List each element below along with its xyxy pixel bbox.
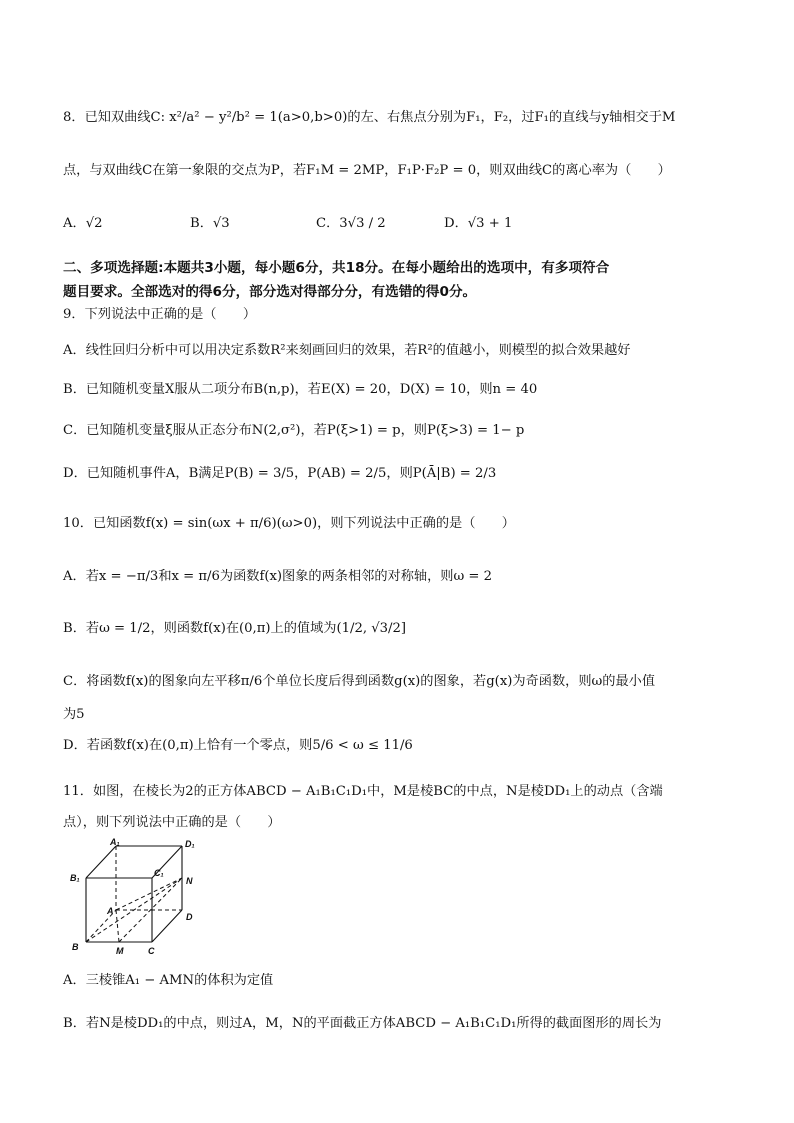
q11-stem-line1: 11．如图，在棱长为2的正方体ABCD − A₁B₁C₁D₁中，M是棱BC的中点，N是棱DD₁上的动点（含端 <box>63 784 663 799</box>
section2-heading-line2: 题目要求。全部选对的得6分，部分选对得部分分，有选错的得0分。 <box>63 284 477 300</box>
q8-option-d: D．√3 + 1 <box>444 216 513 231</box>
q10-stem: 10．已知函数f(x) = sin(ωx + π/6)(ω>0)，则下列说法中正确的是（ ） <box>63 516 515 531</box>
q11-option-b: B．若N是棱DD₁的中点，则过A，M，N的平面截正方体ABCD − A₁B₁C₁D₁所得的截面图形的周长为 <box>63 1016 662 1031</box>
q10-option-b: B．若ω = 1/2，则函数f(x)在(0,π)上的值域为(1/2, √3/2] <box>63 621 407 636</box>
q10-option-c-line1: C．将函数f(x)的图象向左平移π/6个单位长度后得到函数g(x)的图象，若g(x)为奇函数，则ω的最小值 <box>63 674 656 689</box>
q9-option-b: B．已知随机变量X服从二项分布B(n,p)，若E(X) = 20，D(X) = 10，则n = 40 <box>63 382 538 397</box>
label-D: D <box>186 912 193 922</box>
label-B1: B₁ <box>70 873 80 883</box>
q9-option-a: A．线性回归分析中可以用决定系数R²来刻画回归的效果，若R²的值越小，则模型的拟合效果越好 <box>63 343 631 358</box>
label-D1: D₁ <box>185 839 195 849</box>
label-A1: A₁ <box>110 838 120 847</box>
edge-B1A1 <box>86 846 116 878</box>
label-C: C <box>148 946 155 956</box>
label-C1: C₁ <box>154 868 164 878</box>
q9-option-c: C．已知随机变量ξ服从正态分布N(2,σ²)，若P(ξ>1) = p，则P(ξ>3) = 1− p <box>63 423 525 438</box>
q9-option-d: D．已知随机事件A，B满足P(B) = 3/5，P(AB) = 2/5，则P(Ā|B) = 2/3 <box>63 466 497 481</box>
q11-option-a: A．三棱锥A₁ − AMN的体积为定值 <box>63 973 274 988</box>
label-M: M <box>116 946 124 956</box>
q10-option-d: D．若函数f(x)在(0,π)上恰有一个零点，则5/6 < ω ≤ 11/6 <box>63 738 413 753</box>
edge-CD <box>152 910 182 942</box>
cube-figure <box>64 838 214 962</box>
q11-stem-line2: 点），则下列说法中正确的是（ ） <box>63 815 281 830</box>
label-A: A <box>107 906 114 916</box>
q8-option-c: C．3√3 / 2 <box>316 216 386 231</box>
section2-heading-line1: 二、多项选择题:本题共3小题，每小题6分，共18分。在每小题给出的选项中，有多项符合 <box>63 260 610 276</box>
cube-diagram <box>64 838 214 958</box>
label-N: N <box>186 876 193 886</box>
label-B: B <box>72 942 79 952</box>
q8-option-b: B．√3 <box>190 216 230 231</box>
q8-option-a: A．√2 <box>63 216 103 231</box>
q8-stem-line1: 8．已知双曲线C: x²/a² − y²/b² = 1(a>0,b>0)的左、右焦点分别为F₁，F₂，过F₁的直线与y轴相交于M <box>63 110 676 125</box>
segment-AN <box>116 878 182 910</box>
q10-option-c-line2: 为5 <box>63 707 85 722</box>
segment-AM <box>116 910 119 942</box>
q10-option-a: A．若x = −π/3和x = π/6为函数f(x)图象的两条相邻的对称轴，则ω = 2 <box>63 569 493 584</box>
q8-stem-line2: 点，与双曲线C在第一象限的交点为P，若F₁M = 2MP，F₁P·F₂P = 0，则双曲线C的离心率为（ ） <box>63 163 671 178</box>
q9-stem: 9．下列说法中正确的是（ ） <box>63 307 257 322</box>
